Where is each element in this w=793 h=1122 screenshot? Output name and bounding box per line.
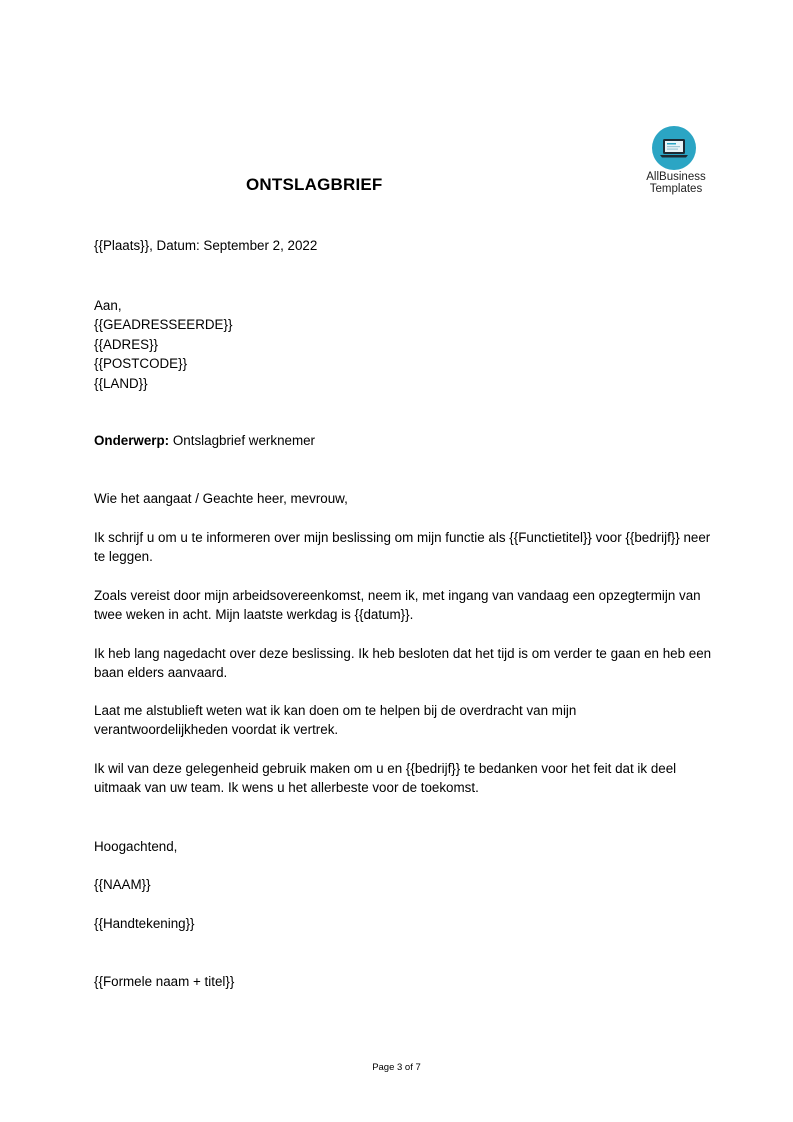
- signature-placeholder: [94, 914, 714, 933]
- recipient-addressee: {{GEADRESSEERDE}}: [94, 317, 233, 333]
- name-placeholder: [94, 875, 714, 894]
- formal-name-placeholder: [94, 972, 714, 991]
- greeting: [94, 489, 714, 508]
- paragraph-4: Laat me alstublieft weten wat ik kan doen om te helpen bij de overdracht van mijn verantwoordelijkheden voordat ik vertrek.: [94, 703, 577, 738]
- name-text: {{NAAM}}: [94, 877, 151, 892]
- recipient-country: {{LAND}}: [94, 375, 148, 391]
- subject-text: Ontslagbrief werknemer: [169, 433, 316, 448]
- logo-text: [640, 171, 712, 195]
- company-logo: [640, 126, 714, 198]
- recipient-salutation: Aan,: [94, 298, 122, 313]
- place-date: [94, 236, 714, 255]
- place-date-text: {{Plaats}}, Datum: September 2, 2022: [94, 238, 318, 253]
- recipient-block: [94, 296, 714, 393]
- recipient-postcode: {{POSTCODE}}: [94, 356, 188, 372]
- logo-circle: [652, 126, 696, 170]
- closing: [94, 837, 714, 856]
- recipient-address: {{ADRES}}: [94, 336, 159, 352]
- subject-line: [94, 431, 714, 450]
- laptop-icon: [652, 126, 696, 170]
- page-number: Page 3 of 7: [372, 1062, 421, 1073]
- signature-text: {{Handtekening}}: [94, 916, 195, 931]
- paragraph-1: Ik schrijf u om u te informeren over mijn beslissing om mijn functie als {{Functietitel}} voor {{bedrijf}} neer te leggen.: [94, 530, 711, 565]
- subject-label: Onderwerp:: [94, 433, 170, 448]
- paragraph-3: Ik heb lang nagedacht over deze beslissing. Ik heb besloten dat het tijd is om verder te gaan en heb een baan elders aanvaard.: [94, 646, 712, 681]
- document-title: ONTSLAGBRIEF: [246, 175, 383, 194]
- paragraph-2: Zoals vereist door mijn arbeidsovereenkomst, neem ik, met ingang van vandaag een opzegtermijn van twee weken in acht. Mijn laatste werkdag is {{datum}}.: [94, 588, 701, 623]
- greeting-text: Wie het aangaat / Geachte heer, mevrouw,: [94, 491, 348, 506]
- formal-name-text: {{Formele naam + titel}}: [94, 974, 235, 989]
- logo-line-2: Templates: [649, 183, 703, 195]
- logo-line-1: AllBusiness: [646, 171, 706, 183]
- paragraph-5: Ik wil van deze gelegenheid gebruik maken om u en {{bedrijf}} te bedanken voor het feit dat ik deel uitmaak van uw team. Ik wens u het allerbeste voor de toekomst.: [94, 761, 677, 796]
- closing-text: Hoogachtend,: [94, 839, 178, 854]
